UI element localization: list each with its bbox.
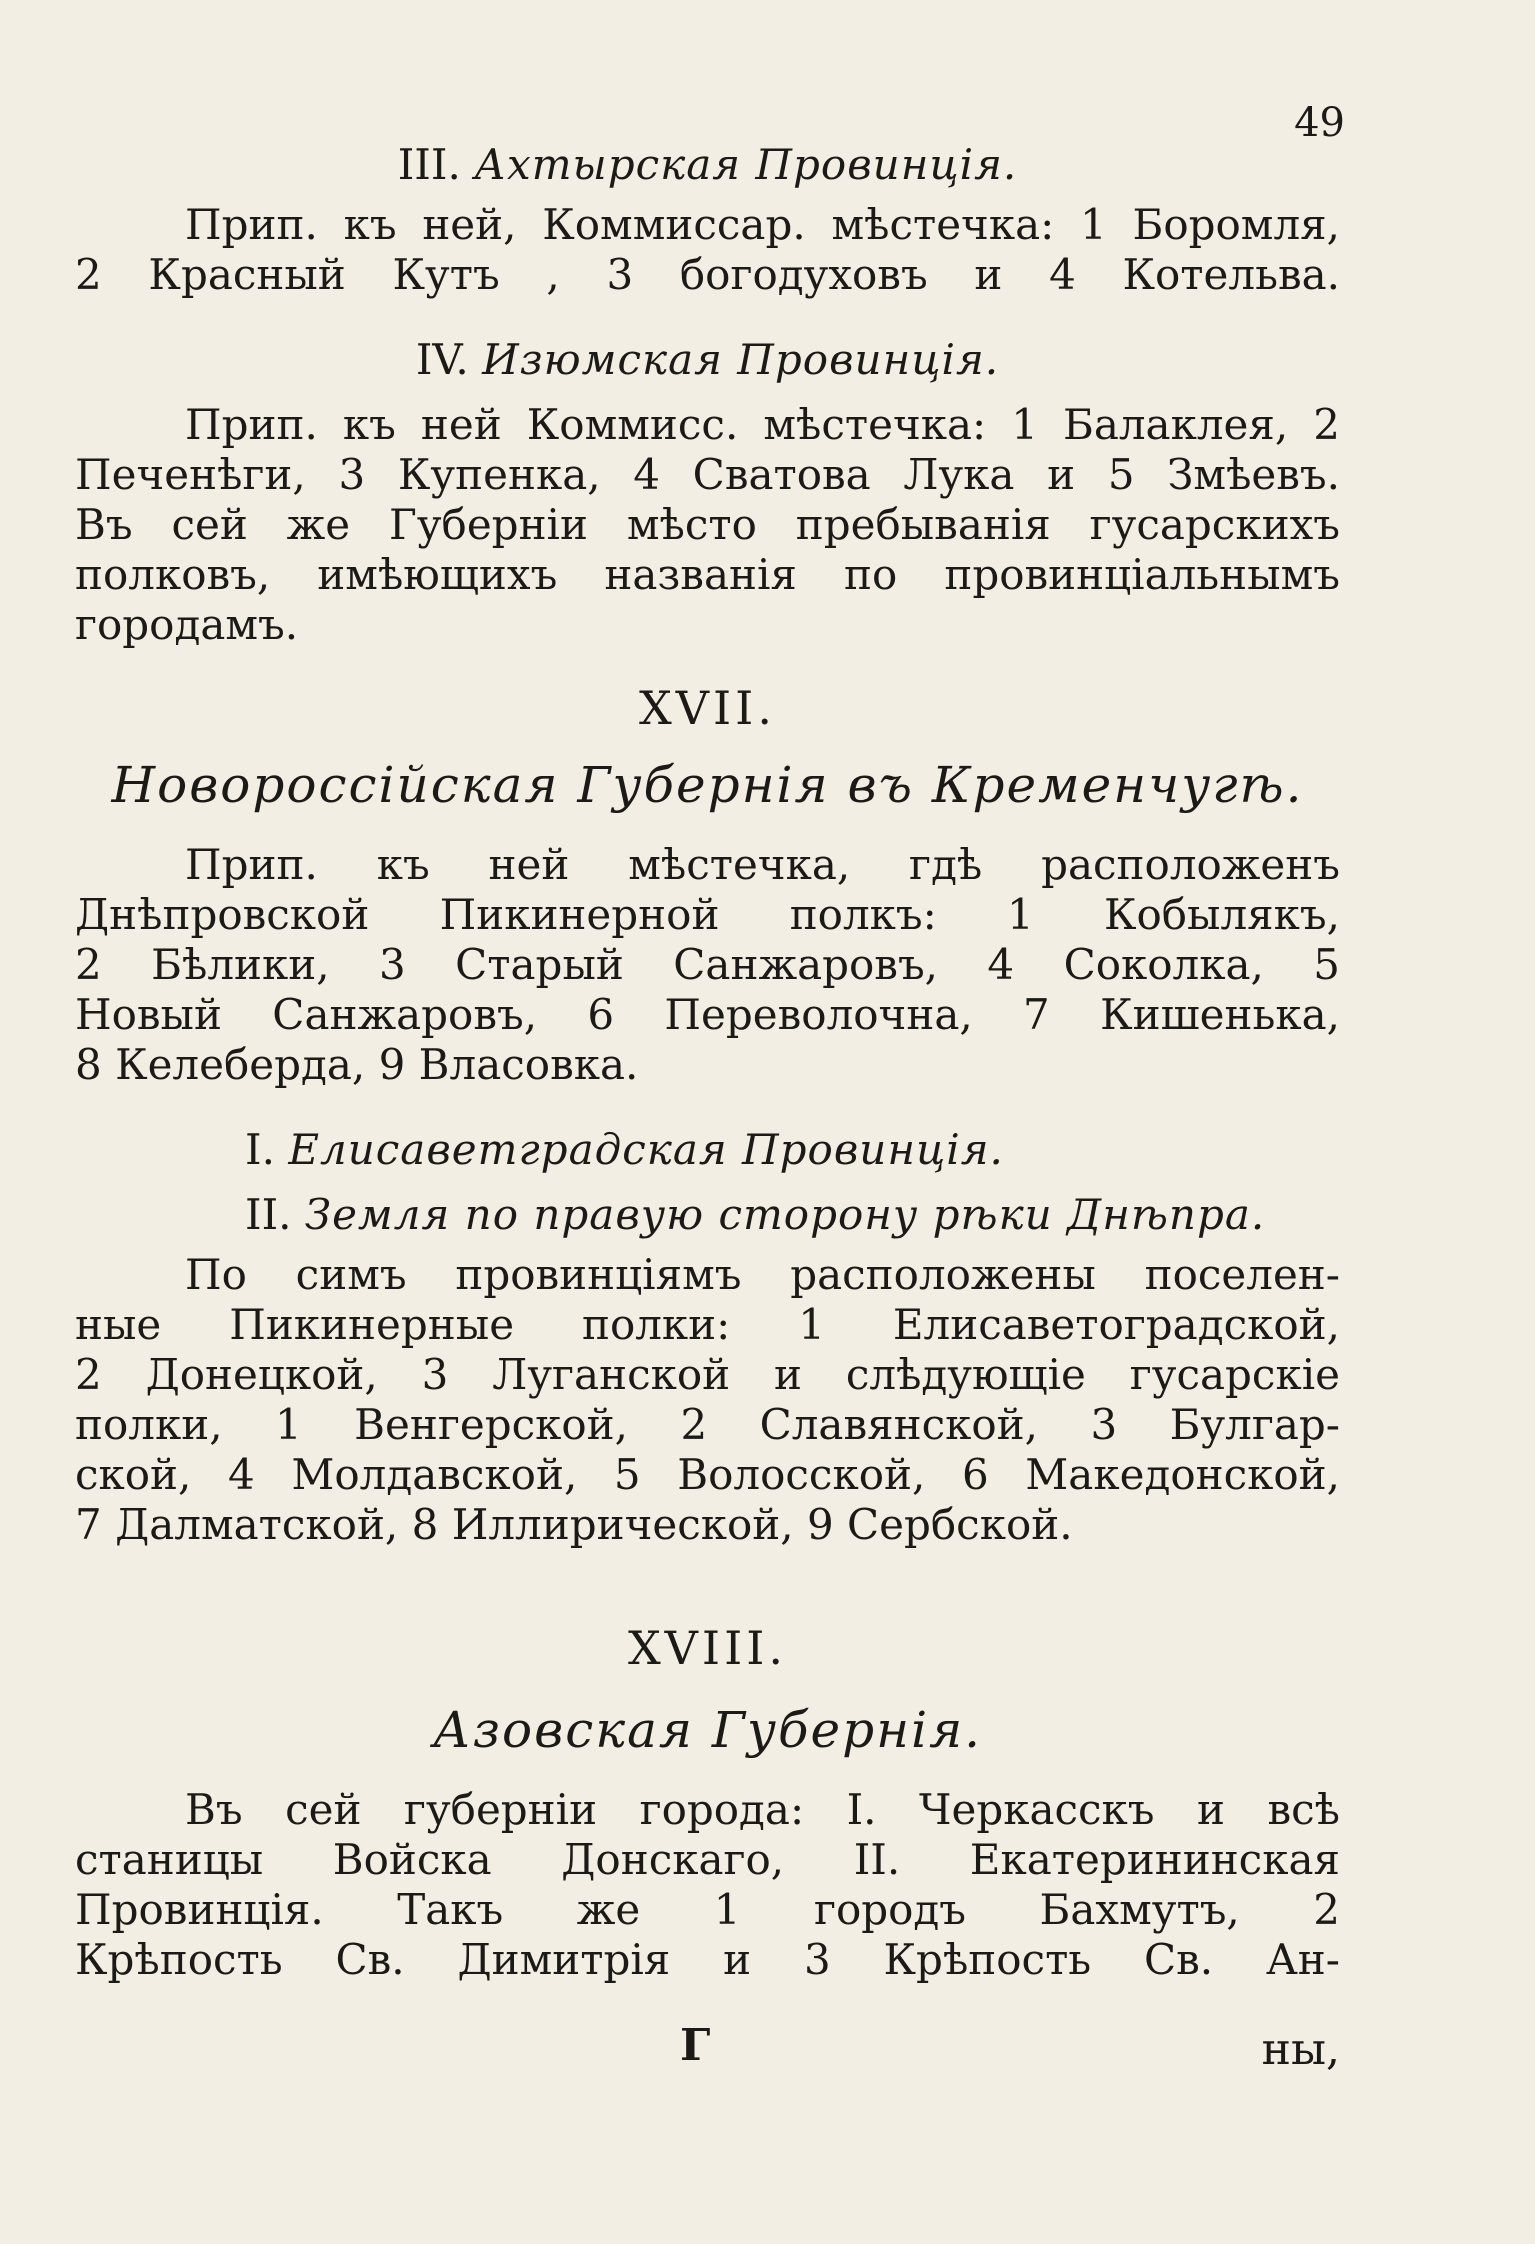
text-line: ные Пикинерные полки: 1 Елисаветоградской,: [75, 1300, 1340, 1349]
heading-title: Изюмская Провинція.: [482, 335, 1000, 384]
heading-numeral: II.: [245, 1190, 292, 1239]
text-line: Новый Санжаровъ, 6 Переволочна, 7 Кишенька,: [75, 990, 1340, 1039]
heading-title: Земля по правую сторону рѣки Днѣпра.: [304, 1190, 1266, 1239]
text-line: ской, 4 Молдавской, 5 Волосской, 6 Македонской,: [75, 1450, 1340, 1499]
text-line: Провинція. Такъ же 1 городъ Бахмутъ, 2: [75, 1885, 1340, 1934]
text-line: 2 Донецкой, 3 Луганской и слѣдующіе гусарскіе: [75, 1350, 1340, 1399]
para-azovskaya: [75, 1785, 1340, 1985]
section-numeral: XVII.: [639, 681, 776, 735]
text-line: 2 Бѣлики, 3 Старый Санжаровъ, 4 Соколка, 5: [75, 940, 1340, 989]
section-title: Азовская Губернія.: [432, 1701, 983, 1759]
heading-elisavetgradskaya: [75, 1125, 1340, 1175]
text-line: 7 Далматской, 8 Иллирической, 9 Сербской.: [75, 1500, 1073, 1549]
signature-mark: Г: [680, 2020, 711, 2071]
heading-zemlya: [75, 1190, 1340, 1240]
text-line: Печенѣги, 3 Купенка, 4 Сватова Лука и 5 Змѣевъ.: [75, 450, 1340, 499]
heading-izyumskaya: [75, 335, 1340, 385]
text-line: По симъ провинціямъ расположены поселен-: [185, 1250, 1340, 1299]
heading-akhtyrskaya: [75, 140, 1340, 190]
text-line: полки, 1 Венгерской, 2 Славянской, 3 Булгар-: [75, 1400, 1340, 1449]
text-line: Прип. къ ней, Коммиссар. мѣстечка: 1 Боромля,: [185, 200, 1340, 249]
heading-numeral: I.: [245, 1125, 275, 1174]
text-line: городамъ.: [75, 600, 299, 649]
catchword: ны,: [1261, 2024, 1340, 2075]
para-akhtyrskaya: [75, 200, 1340, 300]
text-line: станицы Войска Донскаго, II. Екатерининская: [75, 1835, 1340, 1884]
heading-title: Ахтырская Провинція.: [474, 140, 1018, 189]
heading-numeral: IV.: [415, 335, 469, 384]
text-line: Прип. къ ней мѣстечка, гдѣ расположенъ: [185, 840, 1340, 889]
page-footer: [75, 2020, 1340, 2080]
text-line: Въ сей же Губерніи мѣсто пребыванія гусарскихъ: [75, 500, 1340, 549]
section-numeral: XVIII.: [627, 1621, 788, 1675]
text-line: Въ сей губерніи города: I. Черкасскъ и всѣ: [185, 1785, 1340, 1834]
text-line: Крѣпость Св. Димитрія и 3 Крѣпость Св. Ан-: [75, 1935, 1340, 1984]
text-line: 2 Красный Кутъ , 3 богодуховъ и 4 Котельва.: [75, 250, 1340, 299]
page-number: 49: [1294, 100, 1345, 146]
para-izyumskaya: [75, 400, 1340, 650]
heading-numeral: III.: [397, 140, 461, 189]
text-line: полковъ, имѣющихъ названія по провинціальнымъ: [75, 550, 1340, 599]
text-line: Прип. къ ней Коммисс. мѣстечка: 1 Балаклея, 2: [185, 400, 1340, 449]
section-title: Новороссійская Губернія въ Кременчугѣ.: [111, 756, 1304, 814]
para-novorossiyskaya: [75, 840, 1340, 1090]
para-polki: [75, 1250, 1340, 1550]
text-line: 8 Келеберда, 9 Власовка.: [75, 1040, 639, 1089]
text-line: Днѣпровской Пикинерной полкъ: 1 Кобылякъ,: [75, 890, 1340, 939]
heading-title: Елисаветградская Провинція.: [288, 1125, 1004, 1174]
